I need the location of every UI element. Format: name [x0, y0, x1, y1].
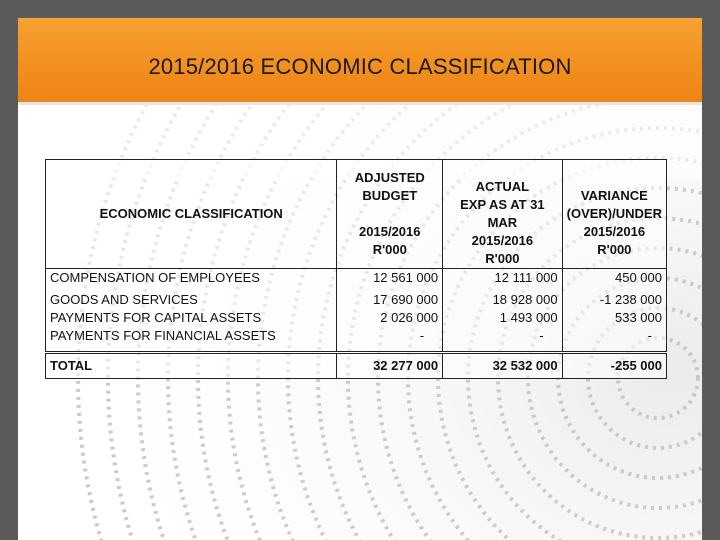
row-actual: 1 493 000 — [443, 309, 563, 327]
header-actual: ACTUAL EXP AS AT 31 MAR 2015/2016 R'000 — [443, 160, 563, 269]
row-budget: 12 561 000 — [337, 269, 443, 288]
row-variance: -1 238 000 — [562, 287, 666, 309]
row-budget: 2 026 000 — [337, 309, 443, 327]
header-variance: VARIANCE (OVER)/UNDER 2015/2016 R'000 — [562, 160, 666, 269]
table-row — [46, 327, 667, 353]
total-actual: 32 532 000 — [443, 353, 563, 379]
slide — [18, 18, 702, 540]
title-bar — [18, 18, 702, 105]
row-label: PAYMENTS FOR CAPITAL ASSETS — [46, 309, 337, 327]
economic-classification-table — [45, 159, 667, 379]
row-variance: 450 000 — [562, 269, 666, 288]
total-budget: 32 277 000 — [337, 353, 443, 379]
header-adjusted-budget: ADJUSTED BUDGET 2015/2016 R'000 — [337, 160, 443, 269]
table-row — [46, 287, 667, 309]
header-classification: ECONOMIC CLASSIFICATION — [46, 160, 337, 269]
row-variance: 533 000 — [562, 309, 666, 327]
row-label: COMPENSATION OF EMPLOYEES — [46, 269, 337, 288]
row-variance: - — [562, 327, 666, 353]
total-row — [46, 353, 667, 379]
table-row — [46, 309, 667, 327]
row-label: PAYMENTS FOR FINANCIAL ASSETS — [46, 327, 337, 353]
total-variance: -255 000 — [562, 353, 666, 379]
total-label: TOTAL — [46, 353, 337, 379]
row-actual: 18 928 000 — [443, 287, 563, 309]
row-actual: - — [443, 327, 563, 353]
table-row — [46, 269, 667, 288]
table-header-row — [46, 160, 667, 269]
row-budget: - — [337, 327, 443, 353]
row-actual: 12 111 000 — [443, 269, 563, 288]
row-budget: 17 690 000 — [337, 287, 443, 309]
slide-title: 2015/2016 ECONOMIC CLASSIFICATION — [148, 54, 572, 79]
row-label: GOODS AND SERVICES — [46, 287, 337, 309]
